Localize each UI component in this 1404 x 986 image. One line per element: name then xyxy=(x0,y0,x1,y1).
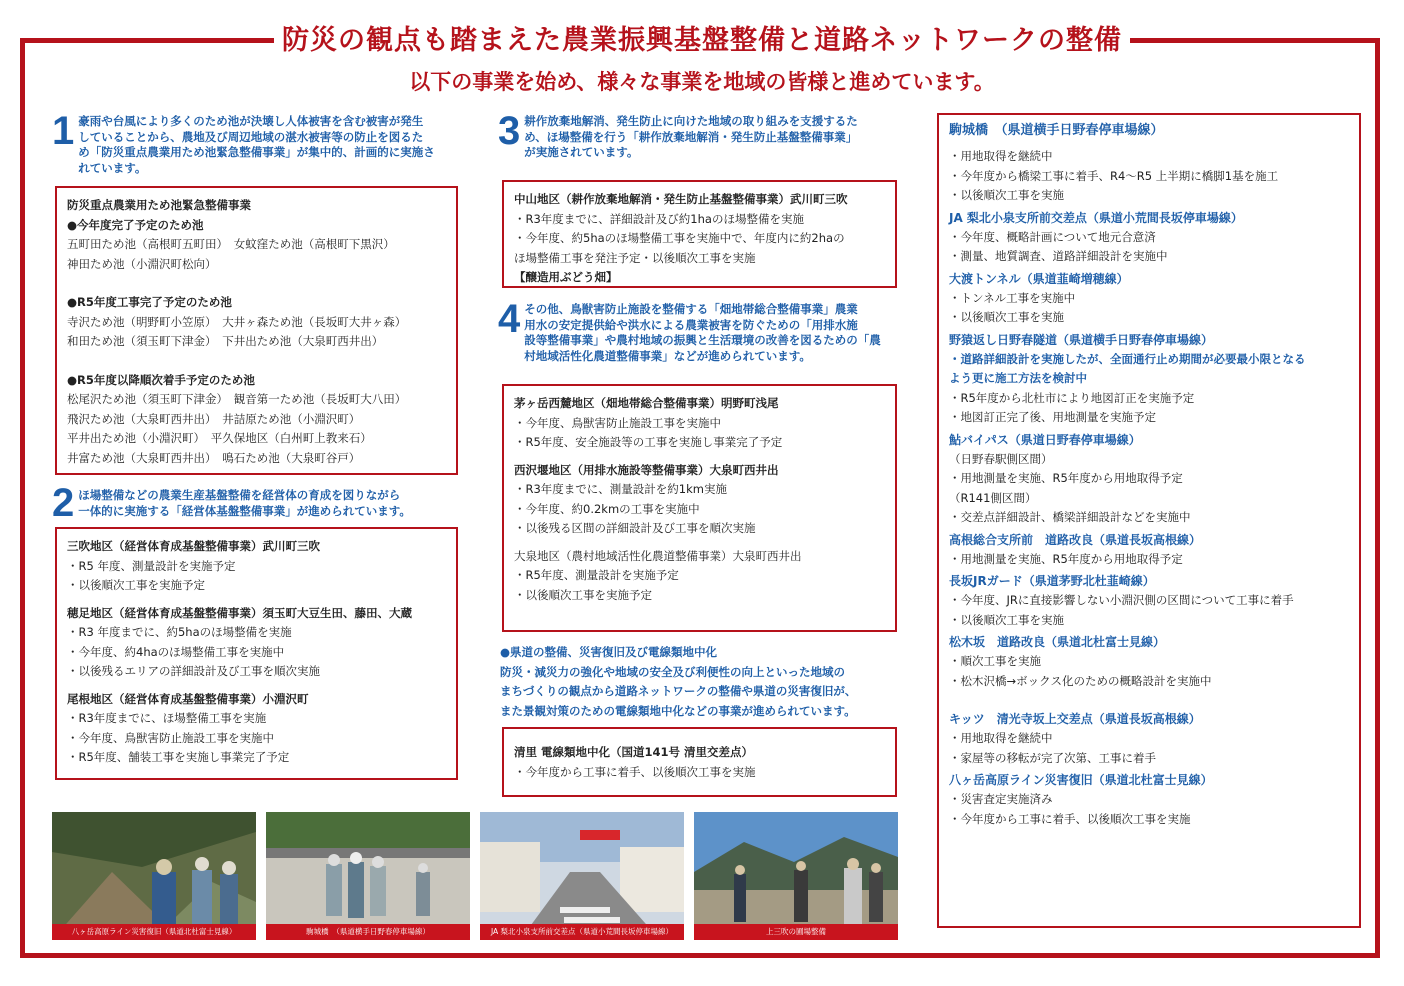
intro-line: 用水の安定提供給や洪水による農業被害を防ぐための「用排水施 xyxy=(524,317,858,332)
section-roads xyxy=(500,643,910,721)
list-item: ・測量、地質調査、道路詳細設計を実施中 xyxy=(949,249,1168,263)
list-item: よう更に施工方法を検討中 xyxy=(949,371,1087,385)
section-4 xyxy=(498,297,918,364)
list-item: ・R5年度、安全施設等の工事を実施し事業完了予定 xyxy=(514,435,783,449)
list-item: ・今年度から橋梁工事に着手、R4～R5 上半期に橋脚1基を施工 xyxy=(949,168,1279,183)
utility-pole-box xyxy=(502,727,897,797)
list-item: ・交差点詳細設計、橋梁詳細設計などを実施中 xyxy=(949,510,1191,524)
list-item: 神田ため池（小淵沢町松向） xyxy=(67,256,217,271)
road-projects-box xyxy=(937,113,1361,928)
group-title: ●R5年度以降順次着手予定のため池 xyxy=(67,372,255,387)
section-intro xyxy=(524,114,858,161)
note: 【醸造用ぶどう畑】 xyxy=(514,270,618,284)
intro-line: め、ほ場整備を行う「耕作放棄地解消・発生防止基盤整備事業」 xyxy=(524,129,858,144)
item-title: 穂足地区（経営体育成基盤整備事業）須玉町大豆生田、藤田、大蔵 xyxy=(67,605,412,620)
intro-line: れています。 xyxy=(78,160,147,175)
intro-line: 防災・減災力の強化や地域の安全及び利便性の向上といった地域の xyxy=(500,664,845,679)
list-item: ・R5 年度、測量設計を実施予定 xyxy=(67,558,236,573)
list-item: ・R3年度までに、ほ場整備工事を実施 xyxy=(67,711,267,725)
list-item: ・R5年度から北杜市により地図訂正を実施予定 xyxy=(949,390,1195,405)
list-item: ・今年度から工事に着手、以後順次工事を実施 xyxy=(949,811,1191,826)
photo-caption: 駒城橋 （県道横手日野春停車場線） xyxy=(266,924,470,940)
intro-line: 耕作放棄地解消、発生防止に向けた地域の取り組みを支援するた xyxy=(524,114,858,128)
project-title: 駒城橋 （県道横手日野春停車場線） xyxy=(949,123,1164,138)
list-item: ・今年度、鳥獣害防止施設工事を実施中 xyxy=(514,415,721,430)
list-item: ・R3年度までに、詳細設計及び約1haのほ場整備を実施 xyxy=(514,211,804,226)
list-item: ・以後順次工事を実施 xyxy=(949,612,1064,627)
list-item: ・今年度から工事に着手、以後順次工事を実施 xyxy=(514,764,756,779)
list-item: ・今年度、概略計画について地元合意済 xyxy=(949,229,1156,244)
intro-line: が実施されています。 xyxy=(524,145,639,159)
intro-line: 豪雨や台風により多くのため池が決壊し人体被害を含む被害が発生 xyxy=(78,114,424,128)
rural-infra-box xyxy=(502,384,897,632)
intro-line: ほ場整備などの農業生産基盤整備を経営体の育成を図りながら xyxy=(78,488,401,502)
project-title: 鮎バイパス（県道日野春停車場線） xyxy=(949,432,1141,447)
photo-caption: 上三吹の圃場整備 xyxy=(694,924,898,940)
list-item: 寺沢ため池（明野町小笠原） 大井ヶ森ため池（長坂町大井ヶ森） xyxy=(67,314,407,329)
list-item: 和田ため池（須玉町下津金） 下井出ため池（大泉町西井出） xyxy=(67,334,384,348)
section-heading: ●県道の整備、災害復旧及び電線類地中化 xyxy=(500,645,718,659)
photo-disaster-recovery xyxy=(52,812,256,940)
page-title: 防災の観点も踏まえた農業振興基盤整備と道路ネットワークの整備 xyxy=(274,18,1130,57)
list-item: 平井出ため池（小淵沢町） 平久保地区（白州町上教来石） xyxy=(67,431,372,445)
list-item: ・トンネル工事を実施中 xyxy=(949,290,1076,305)
list-item: ・順次工事を実施 xyxy=(949,654,1041,668)
list-item: 松尾沢ため池（須玉町下津金） 観音第一ため池（長坂町大八田） xyxy=(67,392,407,406)
item-title: 清里 電線類地中化（国道141号 清里交差点） xyxy=(514,745,754,759)
intro-line: その他、鳥獣害防止施設を整備する「畑地帯総合整備事業」農業 xyxy=(524,302,858,316)
project-title: 野猿返し日野春隧道（県道横手日野春停車場線） xyxy=(949,332,1214,347)
list-item: ・以後残るエリアの詳細設計及び工事を順次実施 xyxy=(67,664,320,678)
farm-infra-box xyxy=(55,527,458,780)
list-item: ・用地測量を実施、R5年度から用地取得予定 xyxy=(949,471,1183,485)
project-title: 大渡トンネル（県道韮崎増穂線） xyxy=(949,271,1129,286)
intro-line: 設等整備事業」や農村地域の振興と生活環境の改善を図るための「農 xyxy=(524,333,881,347)
list-item: ・地図訂正完了後、用地測量を実施予定 xyxy=(949,410,1156,424)
list-item: ・道路詳細設計を実施したが、全面通行止め期間が必要最小限となる xyxy=(949,351,1306,366)
intro-line: していることから、農地及び周辺地域の湛水被害等の防止を図るた xyxy=(78,129,424,144)
list-item: ・松木沢橋→ボックス化のための概略設計を実施中 xyxy=(949,673,1212,688)
list-item: ・家屋等の移転が完了次第、工事に着手 xyxy=(949,750,1156,765)
section-intro xyxy=(524,302,881,364)
section-number: 2 xyxy=(52,481,75,525)
abandoned-farmland-box xyxy=(502,180,897,288)
list-item: （R141側区間） xyxy=(949,490,1037,505)
list-item: ・災害査定実施済み xyxy=(949,792,1053,806)
list-item: ・今年度、JRに直接影響しない小淵沢側の区間について工事に着手 xyxy=(949,593,1294,607)
section-2 xyxy=(52,481,462,525)
section-intro xyxy=(78,114,435,176)
item-title: 中山地区（耕作放棄地解消・発生防止基盤整備事業）武川町三吹 xyxy=(514,192,848,206)
photo-intersection xyxy=(480,812,684,940)
list-item: ・以後順次工事を実施予定 xyxy=(67,578,205,592)
section-3 xyxy=(498,109,918,161)
photo-bridge xyxy=(266,812,470,940)
intro-line: また景観対策のための電線類地中化などの事業が進められています。 xyxy=(500,703,856,718)
list-item: ・以後順次工事を実施予定 xyxy=(514,587,652,602)
group-title: ●今年度完了予定のため池 xyxy=(67,217,204,232)
project-title: JA 梨北小泉支所前交差点（県道小荒間長坂停車場線） xyxy=(949,210,1243,225)
list-item: ・用地取得を継続中 xyxy=(949,149,1053,163)
list-item: 飛沢ため池（大泉町西井出） 井詰原ため池（小淵沢町） xyxy=(67,411,361,426)
photo-farmland xyxy=(694,812,898,940)
list-item: ・用地測量を実施、R5年度から用地取得予定 xyxy=(949,551,1183,566)
list-item: ・R3年度までに、測量設計を約1km実施 xyxy=(514,482,727,496)
intro-line: まちづくりの観点から道路ネットワークの整備や県道の災害復旧が、 xyxy=(500,684,857,698)
list-item: 井富ため池（大泉町西井出） 鳴石ため池（大泉町谷戸） xyxy=(67,450,361,465)
page-subtitle: 以下の事業を始め、様々な事業を地域の皆様と進めています。 xyxy=(409,70,995,94)
item-title: 三吹地区（経営体育成基盤整備事業）武川町三吹 xyxy=(67,539,320,553)
list-item: ・今年度、鳥獣害防止施設工事を実施中 xyxy=(67,730,274,745)
section-1 xyxy=(52,109,462,176)
item-title: 尾根地区（経営体育成基盤整備事業）小淵沢町 xyxy=(67,691,309,706)
item-title: 大泉地区（農村地域活性化農道整備事業）大泉町西井出 xyxy=(514,548,802,563)
list-item: ・R5年度、測量設計を実施予定 xyxy=(514,568,679,582)
intro-line: 村地域活性化農道整備事業」などが進められています。 xyxy=(524,348,811,363)
project-title: 松木坂 道路改良（県道北杜富士見線） xyxy=(949,635,1166,649)
section-number: 4 xyxy=(498,297,521,341)
project-title: キッツ 清光寺坂上交差点（県道長坂高根線） xyxy=(949,712,1201,726)
section-number: 1 xyxy=(52,109,75,153)
photo-caption: JA 梨北小泉支所前交差点（県道小荒間長坂停車場線） xyxy=(480,924,684,940)
item-title: 茅ヶ岳西麓地区（畑地帯総合整備事業）明野町浅尾 xyxy=(514,396,779,410)
list-item: ・以後残る区間の詳細設計及び工事を順次実施 xyxy=(514,521,756,535)
box-title: 防災重点農業用ため池緊急整備事業 xyxy=(67,198,251,212)
list-item: 五町田ため池（高根町五町田） 女蚊窪ため池（高根町下黒沢） xyxy=(67,237,395,251)
list-item: ・今年度、約0.2kmの工事を実施中 xyxy=(514,501,700,516)
list-item: ・以後順次工事を実施 xyxy=(949,188,1064,202)
list-item: ・以後順次工事を実施 xyxy=(949,310,1064,324)
project-title: 長坂JRガード（県道茅野北杜韮崎線） xyxy=(949,574,1155,588)
project-title: 八ヶ岳高原ライン災害復旧（県道北杜富士見線） xyxy=(949,773,1213,787)
item-title: 西沢堰地区（用排水施設等整備事業）大泉町西井出 xyxy=(514,462,779,477)
reservoir-box xyxy=(55,186,458,475)
intro-line: め「防災重点農業用ため池緊急整備事業」が集中的、計画的に実施さ xyxy=(78,145,435,159)
list-item: ・今年度、約5haのほ場整備工事を実施中で、年度内に約2haの xyxy=(514,231,845,245)
list-item: （日野春駅側区間） xyxy=(949,451,1053,466)
title-wrap xyxy=(0,18,1404,57)
section-number: 3 xyxy=(498,109,521,153)
list-item: ・今年度、約4haのほ場整備工事を実施中 xyxy=(67,644,285,659)
list-item: ・R5年度、舗装工事を実施し事業完了予定 xyxy=(67,750,290,764)
list-item: ・用地取得を継続中 xyxy=(949,731,1053,745)
list-item: ・R3 年度までに、約5haのほ場整備を実施 xyxy=(67,625,292,639)
section-intro xyxy=(78,486,411,520)
group-title: ●R5年度工事完了予定のため池 xyxy=(67,295,232,309)
project-title: 高根総合支所前 道路改良（県道長坂高根線） xyxy=(949,532,1202,547)
intro-line: 一体的に実施する「経営体基盤整備事業」が進められています。 xyxy=(78,503,411,518)
photo-caption: 八ヶ岳高原ライン災害復旧（県道北杜富士見線） xyxy=(52,924,256,940)
list-item: ほ場整備工事を発注予定・以後順次工事を実施 xyxy=(514,250,756,265)
